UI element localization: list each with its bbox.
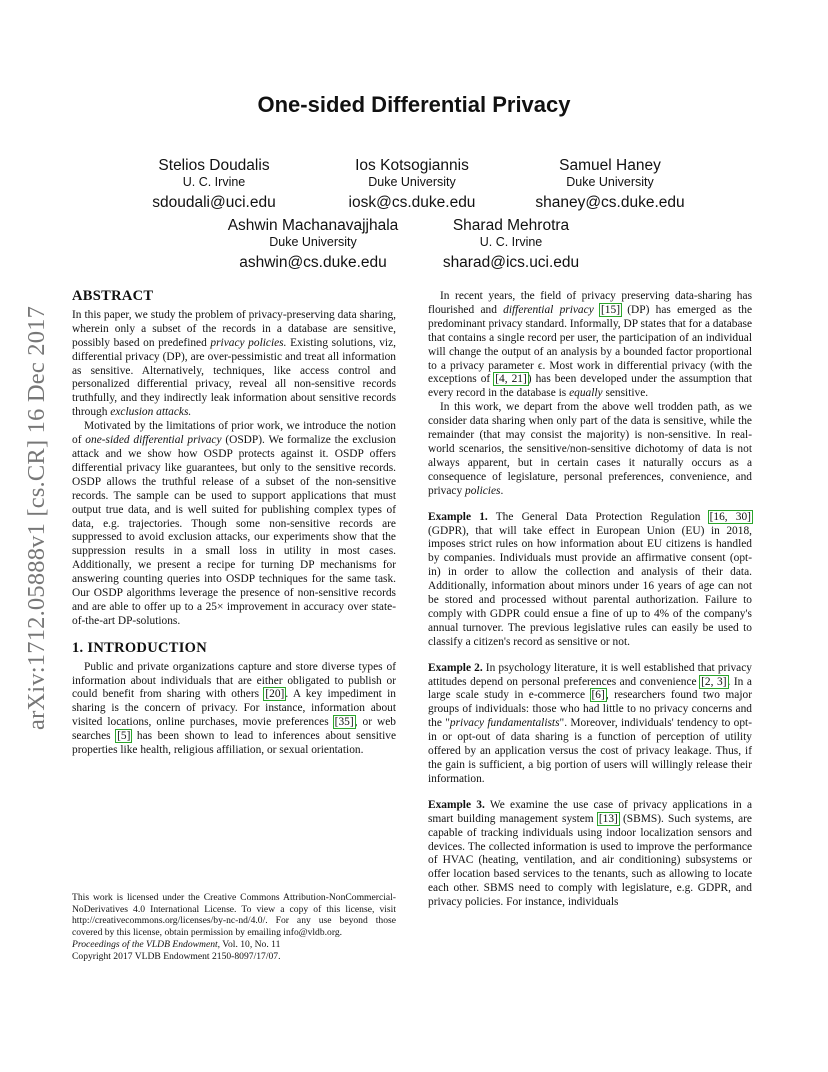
author-email[interactable]: shaney@cs.duke.edu: [535, 194, 685, 211]
license-footnote: [72, 892, 396, 962]
citation-link[interactable]: [16, 30]: [709, 510, 751, 523]
abstract-paragraph: Motivated by the limitations of prior work, we introduce the notion of one-sided differential privacy (OSDP). We formalize the exclusion attack and we show how OSDP protects against it. OSDP offers differential privacy like guarantees, but only to the sensitive records. OSDP allows the truthful release of a subset of the non-sensitive records. The sample can be used to support applications that must output true data, and is well suited for publishing complex types of data, e.g. trajectories. Though some non-sensitive records are suppressed to avoid exclusion attacks, our experiments show that the suppression results in a small loss in utility in most cases. Additionally, we present a recipe for turning DP mechanisms for answering counting queries into OSDP techniques for the same task. Our OSDP algorithms leverage the presence of non-sensitive records and are able to offer up to a 25× improvement in accuracy over state-of-the-art DP-solutions.: [72, 420, 396, 627]
body-paragraph: Public and private organizations capture and store diverse types of information about individuals that are either obligated to publish or could benefit from sharing with others [20]. A key impediment in sharing is the concern of privacy. For instance, information about visited locations, online purchases, movie preferences [35], or web searches [5] has been shown to lead to inferences about sensitive properties like health, religious affiliation, or sexual orientation.: [72, 660, 396, 757]
citation-link[interactable]: [6]: [591, 689, 605, 702]
citation-link[interactable]: [2, 3]: [701, 675, 727, 688]
author-email[interactable]: sharad@ics.uci.edu: [442, 254, 580, 271]
author-affiliation: Duke University: [566, 175, 654, 189]
citation-link[interactable]: [15]: [601, 303, 620, 316]
author-affiliation: U. C. Irvine: [182, 175, 246, 189]
citation-link[interactable]: [20]: [265, 688, 285, 701]
arxiv-identifier: arXiv:1712.05888v1 [cs.CR] 16 Dec 2017: [23, 305, 50, 731]
author-affiliation: U. C. Irvine: [479, 235, 543, 249]
introduction-heading: 1. INTRODUCTION: [72, 639, 208, 656]
copyright-line: Copyright 2017 VLDB Endowment 2150-8097/17/07.: [72, 950, 281, 962]
citation-link[interactable]: [13]: [598, 812, 618, 825]
author-name: Samuel Haney: [559, 157, 661, 174]
citation-link[interactable]: [35]: [334, 716, 354, 729]
abstract-heading: ABSTRACT: [72, 288, 154, 304]
license-text: This work is licensed under the Creative Commons Attribution-NonCommercial-NoDerivatives 4.0 International License. To view a copy of this license, visit http://creativecommons.org/licenses/by-nc-nd/4.0/. For any use beyond those covered by this license, obtain permission by emailing info@vldb.org.: [72, 892, 396, 939]
author-name: Ashwin Machanavajjhala: [227, 217, 399, 234]
example-paragraph: Example 2. In psychology literature, it is well established that privacy attitudes depend on personal preferences and convenience [2, 3]. In a large scale study in e-commerce [6], researchers found two major groups of individuals: those who had little to no privacy concerns and the "privacy fundamentalists". Moreover, individuals' tendency to opt-in or opt-out of data sharing is a function of perception of utility offered by an application versus the cost of privacy leakage. Thus, if the gain is sufficient, a big portion of users will willingly release their information.: [428, 661, 752, 785]
author-block: [391, 217, 631, 273]
right-column: [428, 290, 752, 910]
proceedings-line: Proceedings of the VLDB Endowment, Vol. 10, No. 11: [72, 938, 281, 950]
author-name: Stelios Doudalis: [158, 157, 270, 174]
left-column: [72, 290, 396, 758]
citation-link[interactable]: [4, 21]: [495, 373, 527, 386]
example-paragraph: Example 1. The General Data Protection Regulation [16, 30] (GDPR), that will take effect in European Union (EU) in 2018, imposes strict rules on how information about EU citizens is handled by companies. Individuals must provide an affirmative consent (opt-in) in order to allow the collection and analysis of their data. Additionally, information about minors under 16 years of age can not be stored and processed without parental authorization. Failure to comply with GDPR could ensue a fine of up to 4% of the company's annual turnover. The previous legislative rules can easily be used to classify a citizen's record as sensitive or not.: [428, 510, 752, 648]
author-affiliation: Duke University: [368, 175, 456, 189]
paper-title: One-sided Differential Privacy: [257, 92, 571, 117]
author-email[interactable]: iosk@cs.duke.edu: [348, 194, 476, 211]
example-paragraph: Example 3. We examine the use case of privacy applications in a smart building management system [13] (SBMS). Such systems, are capable of tracking individuals using indoor localization sensors and devices. The collected information is used to improve the performance of HVAC (heating, ventilation, and air conditioning) subsystems or offer location based services to the tenants, such as allowing to locate each other. SBMS need to comply with legislature, e.g. GDPR, and privacy policies. For instance, individuals: [428, 798, 752, 909]
author-email[interactable]: sdoudali@uci.edu: [152, 194, 276, 211]
body-paragraph: In this work, we depart from the above well trodden path, as we consider data sharing when only part of the data is sensitive, while the remainder (that may consist the majority) is non-sensitive. In real-world scenarios, the sensitive/non-sensitive dichotomy of data is not always apparent, but in certain cases it naturally occurs as a consequence of legislature, personal preferences, convenience, and privacy policies.: [428, 401, 752, 497]
body-paragraph: In recent years, the field of privacy preserving data-sharing has flourished and differential privacy [15] (DP) has emerged as the predominant privacy standard. Informally, DP states that for a database that contains a single record per user, the participation of an individual will change the output of an analysis by a bounded factor proportional to a privacy parameter ϵ. Most work in differential privacy (with the exceptions of [4, 21]) has been developed under the assumption that every record in the database is equally sensitive.: [428, 290, 753, 400]
citation-link[interactable]: [5]: [117, 730, 131, 743]
author-name: Sharad Mehrotra: [452, 217, 570, 234]
author-block: [490, 157, 730, 213]
author-name: Ios Kotsogiannis: [355, 157, 469, 174]
author-affiliation: Duke University: [269, 235, 357, 249]
author-email[interactable]: ashwin@cs.duke.edu: [239, 254, 387, 271]
abstract-paragraph: In this paper, we study the problem of privacy-preserving data sharing, wherein only a subset of the records in a database are sensitive, possibly based on predefined privacy policies. Existing solutions, viz, differential privacy (DP), are over-pessimistic and treat all information as sensitive. Alternatively, techniques, like access control and personalized differential privacy, reveal all non-sensitive records truthfully, and they indirectly leak information about sensitive records through exclusion attacks.: [72, 308, 397, 419]
